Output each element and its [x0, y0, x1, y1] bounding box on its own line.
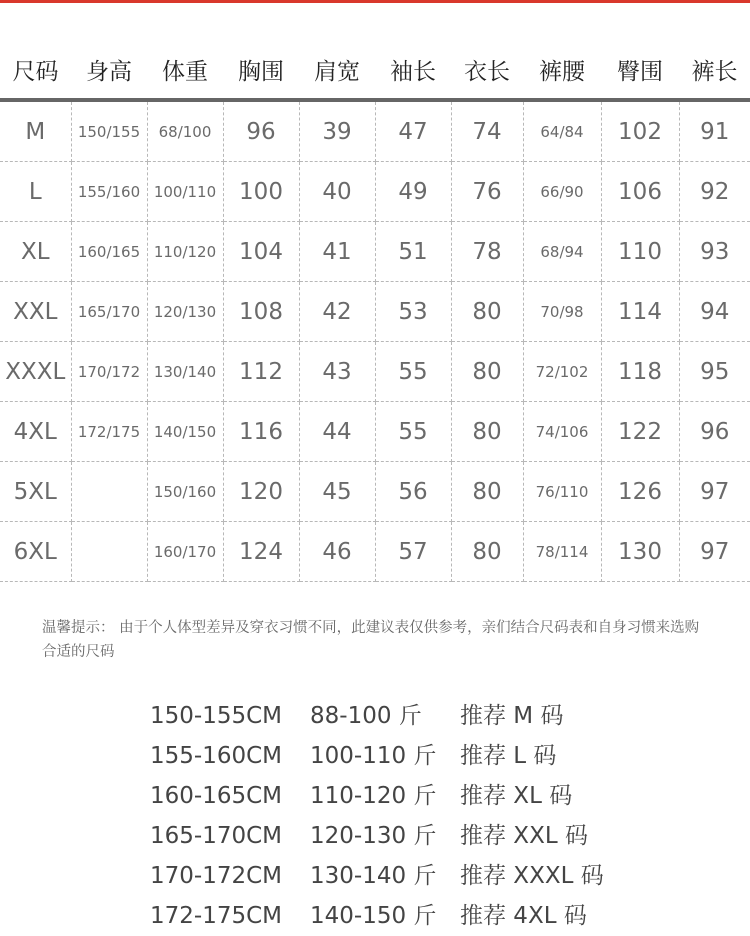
table-cell: 126	[601, 462, 679, 522]
table-cell: 45	[299, 462, 375, 522]
table-row	[0, 100, 750, 162]
table-cell: 110/120	[147, 222, 223, 282]
table-cell: 40	[299, 162, 375, 222]
rec-weight: 140-150 斤	[310, 903, 437, 929]
rec-size: 推荐 XXL 码	[460, 823, 588, 849]
rec-weight: 130-140 斤	[310, 863, 437, 889]
size-chart-table	[0, 40, 750, 582]
table-cell: 93	[679, 222, 750, 282]
table-cell: 49	[375, 162, 451, 222]
table-cell: 53	[375, 282, 451, 342]
table-header-row	[0, 40, 750, 100]
table-cell: 116	[223, 402, 299, 462]
table-cell: XL	[0, 222, 71, 282]
table-cell: 170/172	[71, 342, 147, 402]
rec-height: 160-165CM	[150, 783, 283, 809]
table-cell: 102	[601, 100, 679, 162]
header-waist: 裤腰	[523, 40, 601, 100]
table-cell: 76	[451, 162, 523, 222]
table-cell: 4XL	[0, 402, 71, 462]
rec-weight: 120-130 斤	[310, 823, 437, 849]
table-cell: 80	[451, 522, 523, 582]
table-cell: 70/98	[523, 282, 601, 342]
table-cell: 100/110	[147, 162, 223, 222]
table-cell: 118	[601, 342, 679, 402]
table-cell: 110	[601, 222, 679, 282]
rec-height: 165-170CM	[150, 823, 283, 849]
table-cell: 150/155	[71, 100, 147, 162]
table-cell: 165/170	[71, 282, 147, 342]
table-cell: 104	[223, 222, 299, 282]
table-cell: 100	[223, 162, 299, 222]
table-row	[0, 222, 750, 282]
table-cell: 39	[299, 100, 375, 162]
table-cell: 72/102	[523, 342, 601, 402]
table-cell: 108	[223, 282, 299, 342]
table-cell: 78	[451, 222, 523, 282]
table-cell: XXXL	[0, 342, 71, 402]
rec-weight: 100-110 斤	[310, 743, 437, 769]
table-cell: 46	[299, 522, 375, 582]
size-tip-note: 温馨提示： 由于个人体型差异及穿衣习惯不同，此建议表仅供参考，亲们结合尺码表和自身习惯来选购合适的尺码	[42, 620, 700, 660]
rec-height: 150-155CM	[150, 703, 283, 729]
table-cell: XXL	[0, 282, 71, 342]
top-accent-line	[0, 0, 750, 3]
table-cell: 42	[299, 282, 375, 342]
header-length: 衣长	[451, 40, 523, 100]
table-cell: 41	[299, 222, 375, 282]
header-sleeve: 袖长	[375, 40, 451, 100]
table-cell: 106	[601, 162, 679, 222]
table-cell: 91	[679, 100, 750, 162]
table-cell: 56	[375, 462, 451, 522]
table-cell: 92	[679, 162, 750, 222]
table-cell: 114	[601, 282, 679, 342]
table-cell: 74/106	[523, 402, 601, 462]
table-cell: 76/110	[523, 462, 601, 522]
table-cell: 55	[375, 402, 451, 462]
rec-height: 172-175CM	[150, 903, 283, 929]
table-cell: 80	[451, 402, 523, 462]
table-cell	[71, 522, 147, 582]
header-chest: 胸围	[223, 40, 299, 100]
table-cell: 97	[679, 522, 750, 582]
table-cell: 51	[375, 222, 451, 282]
table-cell: 68/100	[147, 100, 223, 162]
rec-size: 推荐 M 码	[460, 703, 564, 729]
table-cell: 130	[601, 522, 679, 582]
header-hip: 臀围	[601, 40, 679, 100]
table-cell: 160/165	[71, 222, 147, 282]
table-cell: 130/140	[147, 342, 223, 402]
table-cell: 74	[451, 100, 523, 162]
table-cell: 97	[679, 462, 750, 522]
table-cell: 120/130	[147, 282, 223, 342]
table-cell: 124	[223, 522, 299, 582]
header-shoulder: 肩宽	[299, 40, 375, 100]
table-cell: 57	[375, 522, 451, 582]
table-row	[0, 282, 750, 342]
table-row	[0, 522, 750, 582]
table-cell: L	[0, 162, 71, 222]
rec-weight: 110-120 斤	[310, 783, 437, 809]
table-row	[0, 462, 750, 522]
table-cell: 66/90	[523, 162, 601, 222]
table-cell: 155/160	[71, 162, 147, 222]
rec-size: 推荐 4XL 码	[460, 903, 587, 929]
table-cell: 95	[679, 342, 750, 402]
table-cell: 160/170	[147, 522, 223, 582]
table-cell: 172/175	[71, 402, 147, 462]
table-row	[0, 402, 750, 462]
table-cell: 5XL	[0, 462, 71, 522]
table-cell: 43	[299, 342, 375, 402]
header-size: 尺码	[0, 40, 71, 100]
table-row	[0, 342, 750, 402]
table-cell: 122	[601, 402, 679, 462]
header-pants-length: 裤长	[679, 40, 750, 100]
table-cell: 44	[299, 402, 375, 462]
table-cell: 94	[679, 282, 750, 342]
rec-height: 155-160CM	[150, 743, 283, 769]
header-weight: 体重	[147, 40, 223, 100]
header-height: 身高	[71, 40, 147, 100]
table-cell: 120	[223, 462, 299, 522]
table-body	[0, 100, 750, 582]
table-cell: 78/114	[523, 522, 601, 582]
table-cell: 112	[223, 342, 299, 402]
table-cell	[71, 462, 147, 522]
table-cell: 64/84	[523, 100, 601, 162]
table-cell: M	[0, 100, 71, 162]
rec-size: 推荐 L 码	[460, 743, 557, 769]
table-cell: 96	[223, 100, 299, 162]
table-cell: 68/94	[523, 222, 601, 282]
table-row	[0, 162, 750, 222]
table-cell: 96	[679, 402, 750, 462]
rec-size: 推荐 XL 码	[460, 783, 573, 809]
table-cell: 140/150	[147, 402, 223, 462]
table-cell: 80	[451, 282, 523, 342]
rec-size: 推荐 XXXL 码	[460, 863, 604, 889]
table-cell: 150/160	[147, 462, 223, 522]
table-cell: 80	[451, 462, 523, 522]
table-cell: 47	[375, 100, 451, 162]
rec-weight: 88-100 斤	[310, 703, 422, 729]
table-cell: 55	[375, 342, 451, 402]
rec-height: 170-172CM	[150, 863, 283, 889]
table-cell: 6XL	[0, 522, 71, 582]
table-cell: 80	[451, 342, 523, 402]
